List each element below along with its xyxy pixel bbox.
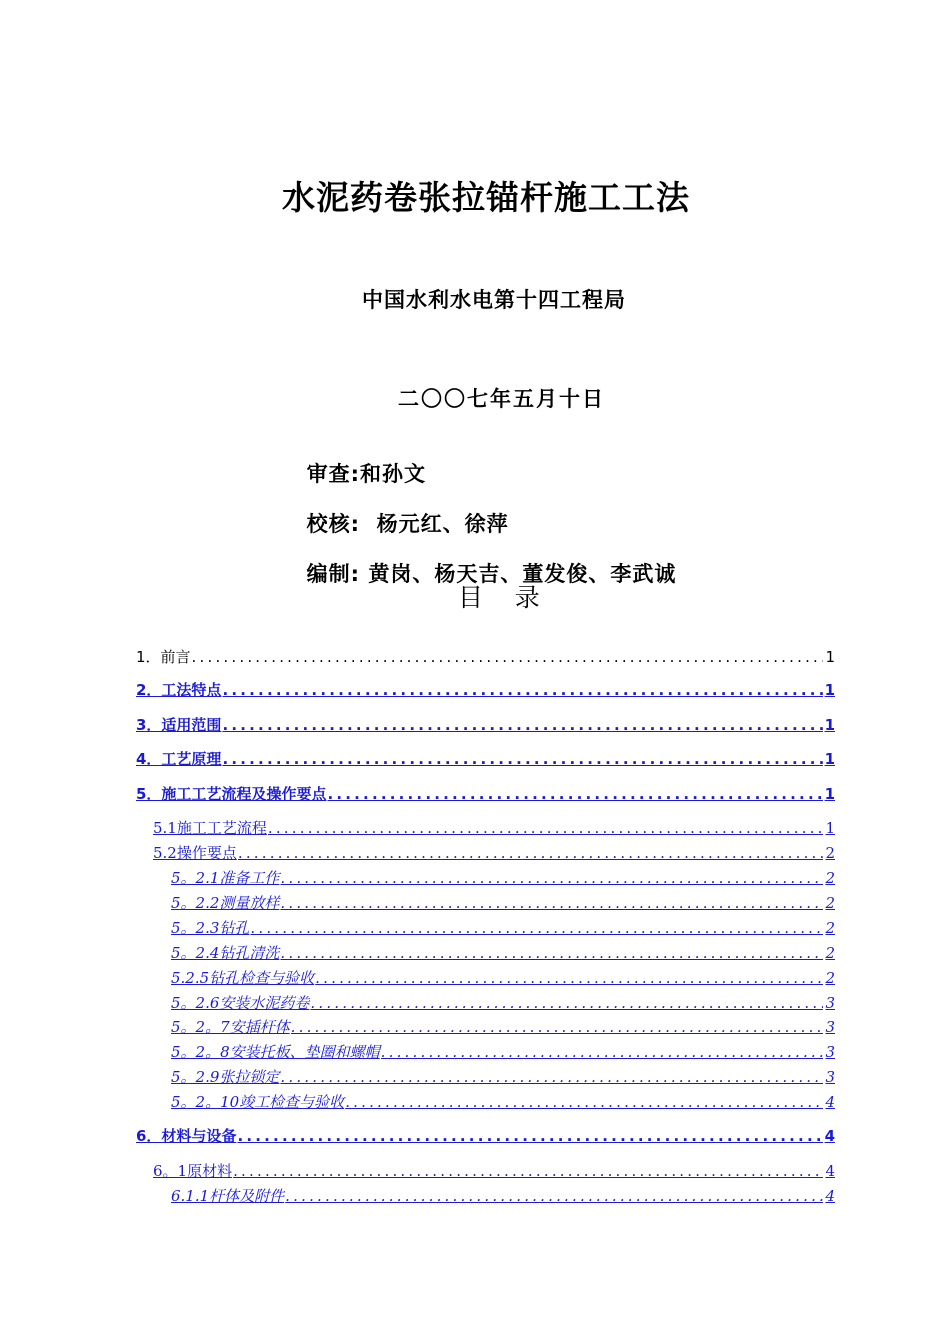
toc-entry-text: 5．施工工艺流程及操作要点 (136, 785, 327, 803)
toc-entry[interactable] (136, 749, 835, 769)
toc-leader-dots (327, 784, 822, 804)
toc-entry[interactable] (171, 918, 835, 938)
document-date: 二〇〇七年五月十日 (398, 387, 605, 411)
toc-entry-text: 4．工艺原理 (136, 750, 222, 768)
toc-leader-dots (192, 647, 824, 667)
toc-page-number: 1 (824, 716, 835, 734)
toc-entry[interactable] (136, 647, 835, 667)
credit-names: 和孙文 (360, 462, 427, 486)
document-title: 水泥药卷张拉锚杆施工工法 (282, 178, 690, 217)
toc-entry[interactable] (171, 1186, 835, 1206)
toc-page-number: 1 (825, 819, 835, 837)
toc-page-number: 2 (825, 969, 835, 987)
toc-leader-dots (280, 868, 823, 888)
toc-entry-text: 5.1施工工艺流程 (153, 819, 267, 837)
toc-leader-dots (250, 918, 823, 938)
toc-entry-text: 1．前言 (136, 648, 191, 666)
toc-entry[interactable] (153, 818, 835, 838)
toc-entry[interactable] (171, 1067, 835, 1087)
toc-page-number: 3 (825, 1018, 835, 1036)
toc-entry-text: 2．工法特点 (136, 681, 222, 699)
credit-label: 编制: (306, 562, 361, 586)
toc-page-number: 3 (825, 1068, 835, 1086)
toc-page-number: 1 (824, 681, 835, 699)
toc-page-number: 2 (825, 869, 835, 887)
toc-entry[interactable] (136, 1126, 835, 1146)
toc-entry-text: 5。2。7安插杆体 (171, 1018, 290, 1036)
toc-entry-text: 5。2.1准备工作 (171, 869, 280, 887)
toc-leader-dots (280, 1067, 823, 1087)
toc-page-number: 4 (825, 1093, 835, 1111)
toc-leader-dots (222, 749, 822, 769)
toc-leader-dots (280, 893, 823, 913)
toc-leader-dots (285, 1186, 823, 1206)
credit-label: 校核: (306, 512, 361, 536)
toc-page-number: 1 (825, 648, 835, 666)
toc-leader-dots (381, 1042, 824, 1062)
toc-entry-text: 5.2操作要点 (153, 844, 237, 862)
toc-page-number: 1 (824, 750, 835, 768)
toc-leader-dots (291, 1017, 824, 1037)
toc-entry[interactable] (136, 784, 835, 804)
toc-entry[interactable] (153, 1161, 835, 1181)
toc-page-number: 4 (825, 1162, 835, 1180)
toc-entry[interactable] (171, 1042, 835, 1062)
organization-name: 中国水利水电第十四工程局 (362, 288, 626, 312)
toc-entry-text: 5.2.5钻孔检查与验收 (171, 969, 315, 987)
toc-leader-dots (222, 680, 822, 700)
toc-leader-dots (237, 1126, 822, 1146)
toc-entry[interactable] (171, 868, 835, 888)
toc-entry-text: 6．材料与设备 (136, 1127, 237, 1145)
toc-entry-text: 5。2。8安装托板、垫圈和螺帽 (171, 1043, 380, 1061)
toc-entry[interactable] (136, 715, 835, 735)
toc-page-number: 3 (825, 994, 835, 1012)
credit-label: 审查: (306, 462, 361, 486)
toc-entry-text: 5。2.3钻孔 (171, 919, 250, 937)
toc-entry[interactable] (153, 843, 835, 863)
toc-page-number: 4 (824, 1127, 835, 1145)
toc-leader-dots (268, 818, 824, 838)
toc-page-number: 2 (825, 894, 835, 912)
toc-entry-text: 5。2.6安装水泥药卷 (171, 994, 310, 1012)
credit-names: 杨元红、徐萍 (360, 512, 509, 536)
toc-entry[interactable] (171, 1092, 835, 1112)
toc-entry-text: 5。2。10竣工检查与验收 (171, 1093, 345, 1111)
toc-heading: 目 录 (458, 583, 540, 612)
toc-leader-dots (315, 968, 823, 988)
toc-entry-text: 6。1原材料 (153, 1162, 233, 1180)
toc-leader-dots (310, 993, 823, 1013)
toc-leader-dots (345, 1092, 823, 1112)
toc-page-number: 3 (825, 1043, 835, 1061)
toc-entry-text: 6.1.1杆体及附件 (171, 1187, 285, 1205)
credit-reviewer (290, 434, 426, 488)
toc-entry[interactable] (171, 1017, 835, 1037)
toc-page-number: 1 (824, 785, 835, 803)
toc-leader-dots (280, 943, 823, 963)
toc-page-number: 2 (825, 844, 835, 862)
toc-entry-text: 3．适用范围 (136, 716, 222, 734)
toc-entry-text: 5。2.2测量放样 (171, 894, 280, 912)
toc-leader-dots (233, 1161, 823, 1181)
toc-entry-text: 5。2.9张拉锁定 (171, 1068, 280, 1086)
toc-entry[interactable] (171, 993, 835, 1013)
toc-page-number: 4 (825, 1187, 835, 1205)
toc-entry[interactable] (171, 968, 835, 988)
credit-checker (290, 484, 509, 538)
toc-leader-dots (222, 715, 822, 735)
credit-names: 黄岗、杨天吉、董发俊、李武诚 (360, 562, 677, 586)
toc-entry-text: 5。2.4钻孔清洗 (171, 944, 280, 962)
toc-leader-dots (238, 843, 824, 863)
toc-page-number: 2 (825, 919, 835, 937)
toc-entry[interactable] (171, 943, 835, 963)
toc-entry[interactable] (171, 893, 835, 913)
toc-entry[interactable] (136, 680, 835, 700)
toc-page-number: 2 (825, 944, 835, 962)
